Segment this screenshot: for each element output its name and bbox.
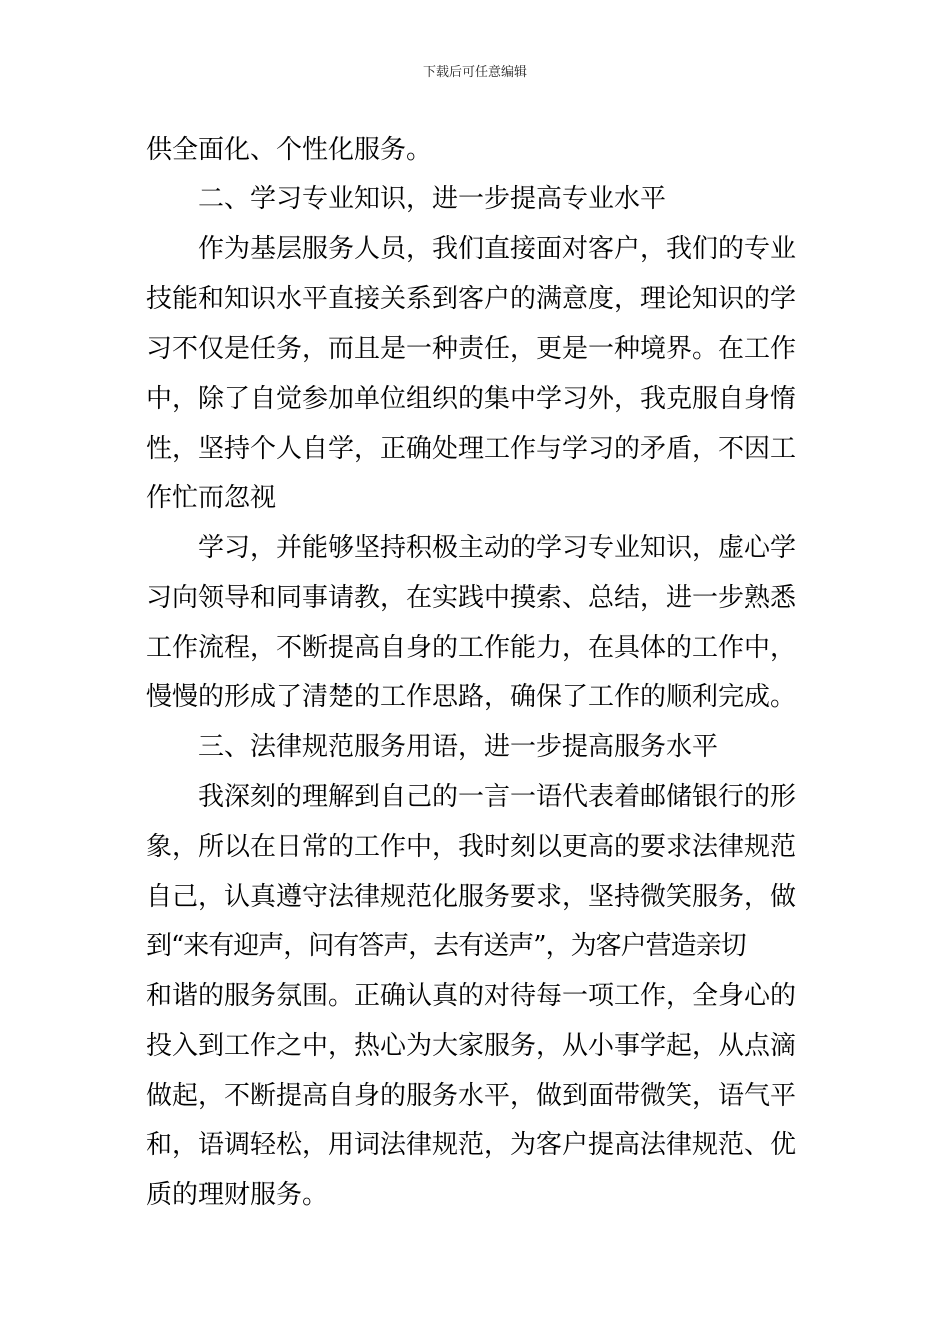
section-heading: 三、法律规范服务用语，进一步提高服务水平: [198, 732, 719, 762]
paragraph-first-line: 作为基层服务人员，我们直接面对客户，我们的专业: [198, 234, 797, 264]
body-line: 慢慢的形成了清楚的工作思路，确保了工作的顺利完成。: [146, 682, 797, 712]
body-line: 和，语调轻松，用词法律规范，为客户提高法律规范、优: [146, 1130, 797, 1160]
body-line: 质的理财服务。: [146, 1180, 329, 1210]
body-line: 习不仅是任务，而且是一种责任，更是一种境界。在工作: [146, 334, 797, 364]
body-line: 供全面化、个性化服务。: [146, 135, 433, 165]
page-header: 下载后可任意编辑: [422, 65, 527, 80]
body-line: 投入到工作之中，热心为大家服务，从小事学起，从点滴: [146, 1031, 797, 1061]
body-line: 性，坚持个人自学，正确处理工作与学习的矛盾，不因工: [146, 434, 797, 464]
body-line: 中，除了自觉参加单位组织的集中学习外，我克服自身惰: [146, 384, 797, 414]
body-line: 技能和知识水平直接关系到客户的满意度，理论知识的学: [146, 284, 797, 314]
body-line: 作忙而忽视: [146, 483, 277, 513]
body-line: 做起，不断提高自身的服务水平，做到面带微笑，语气平: [146, 1081, 797, 1111]
body-line: 象，所以在日常的工作中，我时刻以更高的要求法律规范: [146, 832, 797, 862]
paragraph-first-line: 学习，并能够坚持积极主动的学习专业知识，虚心学: [198, 533, 797, 563]
body-line: 工作流程，不断提高自身的工作能力，在具体的工作中，: [146, 633, 797, 663]
body-line: 到“来有迎声，问有答声，去有送声”，为客户营造亲切: [146, 931, 746, 961]
section-heading: 二、学习专业知识，进一步提高专业水平: [198, 184, 667, 214]
body-line: 自己，认真遵守法律规范化服务要求，坚持微笑服务，做: [146, 882, 797, 912]
paragraph-first-line: 我深刻的理解到自己的一言一语代表着邮储银行的形: [198, 782, 797, 812]
body-line: 习向领导和同事请教，在实践中摸索、总结，进一步熟悉: [146, 583, 797, 613]
body-line: 和谐的服务氛围。正确认真的对待每一项工作，全身心的: [146, 981, 797, 1011]
